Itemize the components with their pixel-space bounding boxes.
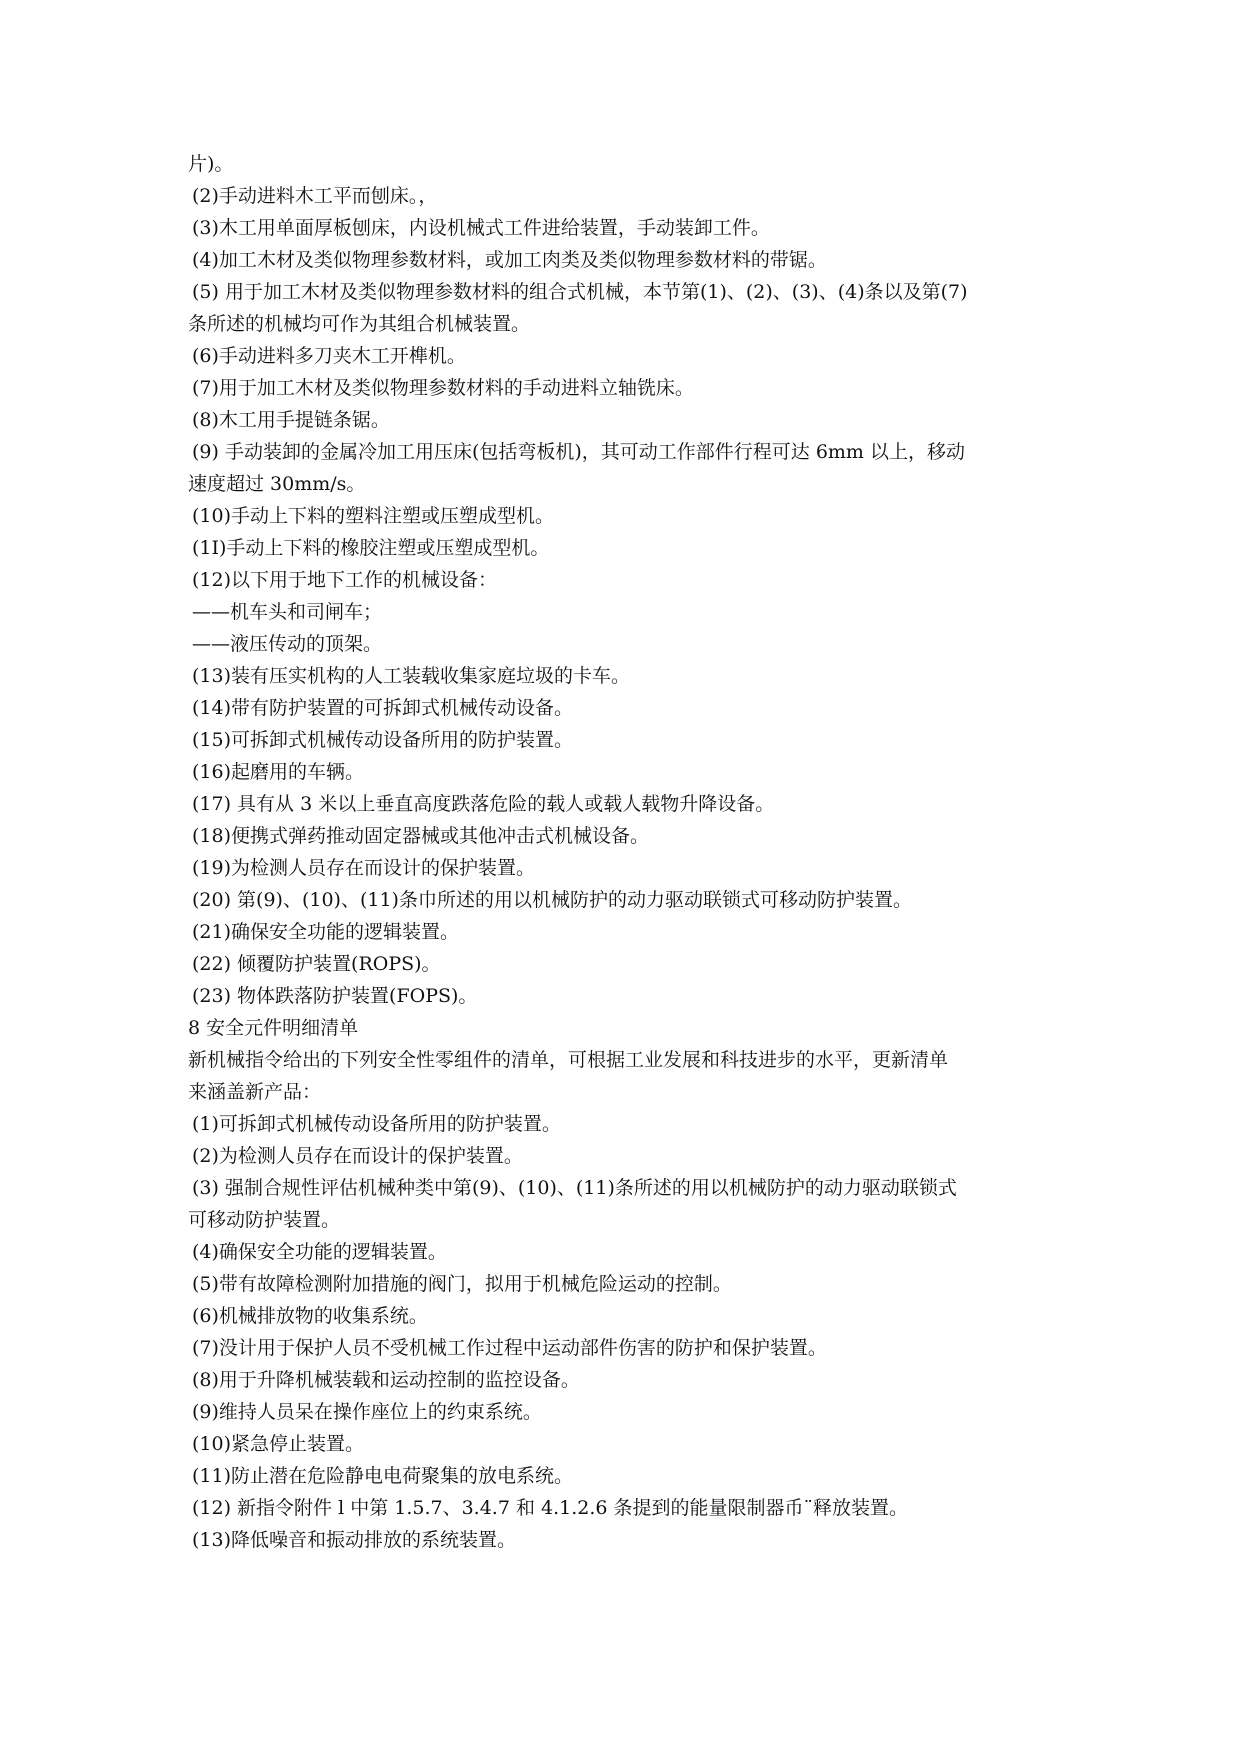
list-item: (1I)手动上下料的橡胶注塑或压塑成型机。 <box>192 537 550 559</box>
text-line: 片)。 <box>188 153 234 175</box>
text-line: 速度超过 30mm/s。 <box>188 473 366 495</box>
list-item: (21)确保安全功能的逻辑装置。 <box>192 921 460 943</box>
list-item: (2)手动进料木工平而刨床。， <box>192 185 438 207</box>
list-item: (13)降低噪音和振动排放的系统装置。 <box>192 1529 517 1551</box>
list-item: (3)木工用单面厚板刨床，内设机械式工件进给装置，手动装卸工件。 <box>192 217 770 239</box>
text-line: 新机械指令给出的下列安全性零组件的清单，可根据工业发展和科技进步的水平，更新清单 <box>188 1049 949 1071</box>
list-item: (3) 强制合规性评估机械种类中第(9)、(10)、(11)条所述的用以机械防护的动力驱动联锁式 <box>192 1177 957 1199</box>
list-item: (12) 新指令附件 l 中第 1.5.7、3.4.7 和 4.1.2.6 条提到的能量限制器币¨释放装置。 <box>192 1497 909 1519</box>
sub-list-item: ——机车头和司闸车； <box>192 601 383 623</box>
list-item: (4)加工木材及类似物理参数材料，或加工肉类及类似物理参数材料的带锯。 <box>192 249 827 271</box>
list-item: (7)没计用于保护人员不受机械工作过程中运动部件伤害的防护和保护装置。 <box>192 1337 827 1359</box>
list-item: (17) 具有从 3 米以上垂直高度跌落危险的载人或载人载物升降设备。 <box>192 793 775 815</box>
section-heading: 8 安全元件明细清单 <box>188 1017 359 1039</box>
list-item: (1)可拆卸式机械传动设备所用的防护装置。 <box>192 1113 561 1135</box>
list-item: (9) 手动装卸的金属冷加工用压床(包括弯板机)，其可动工作部件行程可达 6mm 以上，移动 <box>192 441 965 463</box>
list-item: (5) 用于加工木材及类似物理参数材料的组合式机械，本节第(1)、(2)、(3)、(4)条以及第(7) <box>192 281 968 303</box>
list-item: (4)确保安全功能的逻辑装置。 <box>192 1241 447 1263</box>
list-item: (11)防止潜在危险静电电荷聚集的放电系统。 <box>192 1465 574 1487</box>
list-item: (2)为检测人员存在而设计的保护装置。 <box>192 1145 523 1167</box>
list-item: (9)维持人员呆在操作座位上的约束系统。 <box>192 1401 542 1423</box>
list-item: (14)带有防护装置的可拆卸式机械传动设备。 <box>192 697 574 719</box>
text-line: 条所述的机械均可作为其组合机械装置。 <box>188 313 531 335</box>
list-item: (15)可拆卸式机械传动设备所用的防护装置。 <box>192 729 574 751</box>
document-body <box>188 148 1058 1556</box>
list-item: (6)机械排放物的收集系统。 <box>192 1305 428 1327</box>
list-item: (6)手动进料多刀夹木工开榫机。 <box>192 345 466 367</box>
list-item: (10)手动上下料的塑料注塑或压塑成型机。 <box>192 505 555 527</box>
list-item: (13)装有压实机构的人工装载收集家庭垃圾的卡车。 <box>192 665 631 687</box>
list-item: (16)起磨用的车辆。 <box>192 761 365 783</box>
list-item: (5)带有故障检测附加措施的阀门，拟用于机械危险运动的控制。 <box>192 1273 732 1295</box>
list-item: (22) 倾覆防护装置(ROPS)。 <box>192 953 441 975</box>
text-line: 可移动防护装置。 <box>188 1209 341 1231</box>
list-item: (18)便携式弹药推动固定器械或其他冲击式机械设备。 <box>192 825 650 847</box>
list-item: (7)用于加工木材及类似物理参数材料的手动进料立轴铣床。 <box>192 377 694 399</box>
list-item: (8)用于升降机械装载和运动控制的监控设备。 <box>192 1369 580 1391</box>
list-item: (8)木工用手提链条锯。 <box>192 409 390 431</box>
text-line: 来涵盖新产品： <box>188 1081 322 1103</box>
list-item: (10)紧急停止装置。 <box>192 1433 365 1455</box>
sub-list-item: ——液压传动的顶架。 <box>192 633 383 655</box>
list-item: (23) 物体跌落防护装置(FOPS)。 <box>192 985 478 1007</box>
list-item: (19)为检测人员存在而设计的保护装置。 <box>192 857 536 879</box>
list-item: (20) 第(9)、(10)、(11)条巾所述的用以机械防护的动力驱动联锁式可移动防护装置。 <box>192 889 912 911</box>
list-item: (12)以下用于地下工作的机械设备： <box>192 569 498 591</box>
